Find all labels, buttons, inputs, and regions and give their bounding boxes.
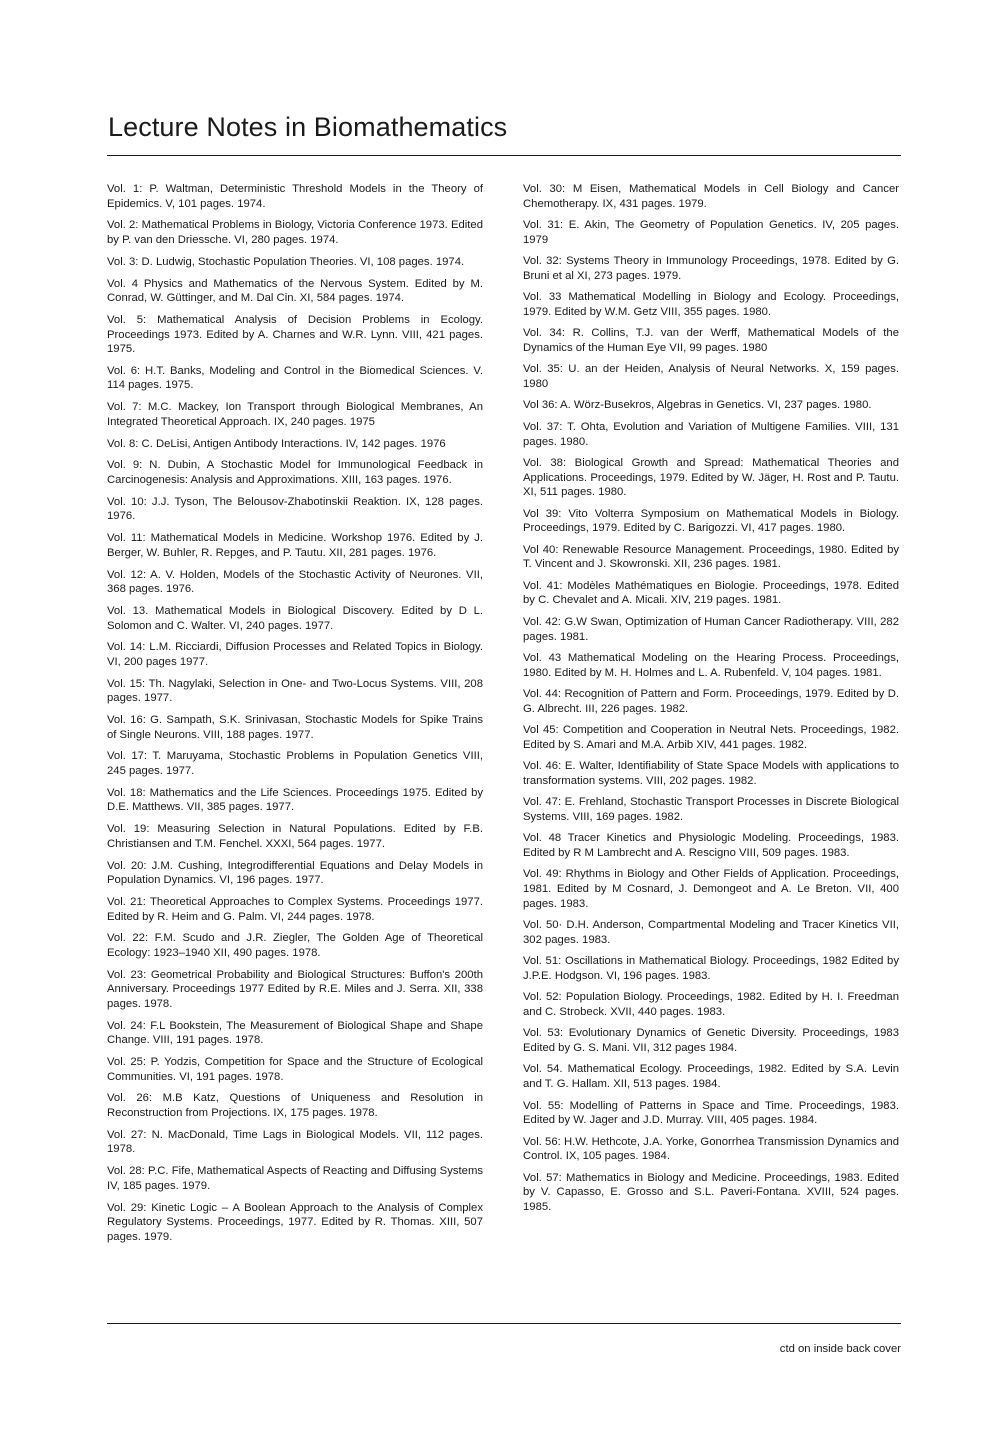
right-column xyxy=(523,182,899,1221)
volume-entry: Vol. 38: Biological Growth and Spread: Mathematical Theories and Applications. Proceedings, 1979. Edited by W. Jäger, H. Rost and P. Tautu. XI, 511 pages. 1980. xyxy=(523,457,899,499)
volume-entry: Vol. 26: M.B Katz, Questions of Uniqueness and Resolution in Reconstruction from Projections. IX, 175 pages. 1978. xyxy=(107,1092,483,1119)
volume-entry: Vol. 54. Mathematical Ecology. Proceedings, 1982. Edited by S.A. Levin and T. G. Hallam. XII, 513 pages. 1984. xyxy=(523,1063,899,1091)
volume-entry: Vol. 57: Mathematics in Biology and Medicine. Proceedings, 1983. Edited by V. Capasso, E. Grosso and S.L. Paveri-Fontana. XVIII, 524 pages. 1985. xyxy=(523,1171,899,1213)
volume-entry: Vol. 29: Kinetic Logic – A Boolean Approach to the Analysis of Complex Regulatory Systems. Proceedings, 1977. Edited by R. Thomas. XIII, 507 pages. 1979. xyxy=(107,1201,483,1243)
volume-entry: Vol. 50· D.H. Anderson, Compartmental Modeling and Tracer Kinetics VII, 302 pages. 1983. xyxy=(523,919,899,946)
volume-entry: Vol. 2: Mathematical Problems in Biology, Victoria Conference 1973. Edited by P. van den Driessche. VI, 280 pages. 1974. xyxy=(107,219,483,246)
volume-entry: Vol. 19: Measuring Selection in Natural Populations. Edited by F.B. Christiansen and T.M. Fenchel. XXXI, 564 pages. 1977. xyxy=(107,823,483,850)
volume-entry: Vol. 43 Mathematical Modeling on the Hearing Process. Proceedings, 1980. Edited by M. H. Holmes and L. A. Rubenfeld. V, 104 pages. 1981. xyxy=(523,652,899,679)
volume-entry: Vol. 34: R. Collins, T.J. van der Werff, Mathematical Models of the Dynamics of the Human Eye VII, 99 pages. 1980 xyxy=(523,327,899,354)
volume-entry: Vol. 52: Population Biology. Proceedings, 1982. Edited by H. I. Freedman and C. Strobeck. XVII, 440 pages. 1983. xyxy=(523,991,899,1018)
volume-entry: Vol. 17: T. Maruyama, Stochastic Problems in Population Genetics VIII, 245 pages. 1977. xyxy=(107,750,483,777)
volume-entry: Vol. 11: Mathematical Models in Medicine. Workshop 1976. Edited by J. Berger, W. Buhler, R. Repges, and P. Tautu. XII, 281 pages. 1976. xyxy=(107,532,483,559)
volume-entry: Vol. 32: Systems Theory in Immunology Proceedings, 1978. Edited by G. Bruni et al XI, 273 pages. 1979. xyxy=(523,255,899,282)
volume-entry: Vol 39: Vito Volterra Symposium on Mathematical Models in Biology. Proceedings, 1979. Edited by C. Barigozzi. VI, 417 pages. 1980. xyxy=(523,507,899,535)
volume-entry: Vol. 27: N. MacDonald, Time Lags in Biological Models. VII, 112 pages. 1978. xyxy=(107,1128,483,1156)
volume-entry: Vol. 14: L.M. Ricciardi, Diffusion Processes and Related Topics in Biology. VI, 200 pages 1977. xyxy=(107,641,483,668)
volume-entry: Vol. 23: Geometrical Probability and Biological Structures: Buffon's 200th Anniversary. Proceedings 1977 Edited by R.E. Miles and J. Serra. XII, 338 pages. 1978. xyxy=(107,968,483,1010)
left-column xyxy=(107,182,483,1251)
volume-entry: Vol. 44: Recognition of Pattern and Form. Proceedings, 1979. Edited by D. G. Albrecht. III, 226 pages. 1982. xyxy=(523,688,899,715)
volume-entry: Vol. 16: G. Sampath, S.K. Srinivasan, Stochastic Models for Spike Trains of Single Neurons. VIII, 188 pages. 1977. xyxy=(107,714,483,741)
volume-entry: Vol. 20: J.M. Cushing, Integrodifferential Equations and Delay Models in Population Dynamics. VI, 196 pages. 1977. xyxy=(107,859,483,887)
continued-note: ctd on inside back cover xyxy=(779,1343,901,1355)
volume-entry: Vol. 41: Modèles Mathématiques en Biologie. Proceedings, 1978. Edited by C. Chevalet and A. Micali. XIV, 219 pages. 1981. xyxy=(523,579,899,607)
volume-entry: Vol. 51: Oscillations in Mathematical Biology. Proceedings, 1982 Edited by J.P.E. Hodgson. VI, 196 pages. 1983. xyxy=(523,955,899,982)
volume-entry: Vol. 18: Mathematics and the Life Sciences. Proceedings 1975. Edited by D.E. Matthews. VII, 385 pages. 1977. xyxy=(107,786,483,814)
volume-entry: Vol. 49: Rhythms in Biology and Other Fields of Application. Proceedings, 1981. Edited by M Cosnard, J. Demongeot and A. Le Breton. VII, 400 pages. 1983. xyxy=(523,868,899,910)
volume-entry: Vol 36: A. Wörz-Busekros, Algebras in Genetics. VI, 237 pages. 1980. xyxy=(523,399,872,412)
volume-entry: Vol. 7: M.C. Mackey, Ion Transport through Biological Membranes, An Integrated Theoretical Approach. IX, 240 pages. 1975 xyxy=(107,401,483,428)
volume-entry: Vol. 48 Tracer Kinetics and Physiologic Modeling. Proceedings, 1983. Edited by R M Lambrecht and A. Rescigno VIII, 509 pages. 1983. xyxy=(523,832,899,859)
volume-entry: Vol. 47: E. Frehland, Stochastic Transport Processes in Discrete Biological Systems. VIII, 169 pages. 1982. xyxy=(523,796,899,823)
volume-entry: Vol. 53: Evolutionary Dynamics of Genetic Diversity. Proceedings, 1983 Edited by G. S. Mani. VII, 312 pages 1984. xyxy=(523,1027,899,1054)
page-title: Lecture Notes in Biomathematics xyxy=(108,112,508,142)
volume-entry: Vol. 46: E. Walter, Identifiability of State Space Models with applications to transformation systems. VIII, 202 pages. 1982. xyxy=(523,760,899,787)
volume-entry: Vol. 8: C. DeLisi, Antigen Antibody Interactions. IV, 142 pages. 1976 xyxy=(107,437,446,450)
volume-entry: Vol. 13. Mathematical Models in Biological Discovery. Edited by D L. Solomon and C. Walter. VI, 240 pages. 1977. xyxy=(107,604,483,632)
volume-entry: Vol. 31: E. Akin, The Geometry of Population Genetics. IV, 205 pages. 1979 xyxy=(523,219,899,246)
volume-entry: Vol. 15: Th. Nagylaki, Selection in One- and Two-Locus Systems. VIII, 208 pages. 1977. xyxy=(107,677,483,705)
volume-entry: Vol. 9: N. Dubin, A Stochastic Model for Immunological Feedback in Carcinogenesis: Analysis and Approximations. XIII, 163 pages. 1976. xyxy=(107,459,483,486)
volume-entry: Vol. 24: F.L Bookstein, The Measurement of Biological Shape and Shape Change. VIII, 191 pages. 1978. xyxy=(107,1019,483,1047)
title-rule xyxy=(107,155,901,156)
volume-entry: Vol. 35: U. an der Heiden, Analysis of Neural Networks. X, 159 pages. 1980 xyxy=(523,363,899,390)
volume-entry: Vol. 3: D. Ludwig, Stochastic Population Theories. VI, 108 pages. 1974. xyxy=(107,255,465,268)
volume-entry: Vol. 30: M Eisen, Mathematical Models in Cell Biology and Cancer Chemotherapy. IX, 431 pages. 1979. xyxy=(523,183,899,210)
volume-entry: Vol. 6: H.T. Banks, Modeling and Control in the Biomedical Sciences. V. 114 pages. 1975. xyxy=(107,364,483,392)
volume-entry: Vol. 55: Modelling of Patterns in Space and Time. Proceedings, 1983. Edited by W. Jager and J.D. Murray. VIII, 405 pages. 1984. xyxy=(523,1099,899,1127)
volume-entry: Vol. 12: A. V. Holden, Models of the Stochastic Activity of Neurones. VII, 368 pages. 1976. xyxy=(107,568,483,596)
volume-entry: Vol 45: Competition and Cooperation in Neutral Nets. Proceedings, 1982. Edited by S. Amari and M.A. Arbib XIV, 441 pages. 1982. xyxy=(523,724,899,751)
volume-entry: Vol. 22: F.M. Scudo and J.R. Ziegler, The Golden Age of Theoretical Ecology: 1923–1940 XII, 490 pages. 1978. xyxy=(107,932,483,959)
volume-entry: Vol. 33 Mathematical Modelling in Biology and Ecology. Proceedings, 1979. Edited by W.M. Getz VIII, 355 pages. 1980. xyxy=(523,291,899,318)
volume-entry: Vol. 10: J.J. Tyson, The Belousov-Zhabotinskii Reaktion. IX, 128 pages. 1976. xyxy=(107,495,483,523)
volume-entry: Vol 40: Renewable Resource Management. Proceedings, 1980. Edited by T. Vincent and J. Skowronski. XII, 236 pages. 1981. xyxy=(523,543,899,571)
volume-entry: Vol. 56: H.W. Hethcote, J.A. Yorke, Gonorrhea Transmission Dynamics and Control. IX, 105 pages. 1984. xyxy=(523,1135,899,1163)
volume-entry: Vol. 28: P.C. Fife, Mathematical Aspects of Reacting and Diffusing Systems IV, 185 pages. 1979. xyxy=(107,1165,483,1192)
volume-entry: Vol. 21: Theoretical Approaches to Complex Systems. Proceedings 1977. Edited by R. Heim and G. Palm. VI, 244 pages. 1978. xyxy=(107,895,483,923)
volume-entry: Vol. 5: Mathematical Analysis of Decision Problems in Ecology. Proceedings 1973. Edited by A. Charnes and W.R. Lynn. VIII, 421 pages. 1975. xyxy=(107,313,483,356)
volume-entry: Vol. 42: G.W Swan, Optimization of Human Cancer Radiotherapy. VIII, 282 pages. 1981. xyxy=(523,615,899,643)
footer-rule xyxy=(107,1323,901,1324)
volume-entry: Vol. 4 Physics and Mathematics of the Nervous System. Edited by M. Conrad, W. Güttinger, and M. Dal Cin. XI, 584 pages. 1974. xyxy=(107,277,483,305)
volume-entry: Vol. 37: T. Ohta, Evolution and Variation of Multigene Families. VIII, 131 pages. 1980. xyxy=(523,420,899,448)
volume-entry: Vol. 1: P. Waltman, Deterministic Threshold Models in the Theory of Epidemics. V, 101 pages. 1974. xyxy=(107,183,483,210)
volume-entry: Vol. 25: P. Yodzis, Competition for Space and the Structure of Ecological Communities. VI, 191 pages. 1978. xyxy=(107,1056,483,1083)
